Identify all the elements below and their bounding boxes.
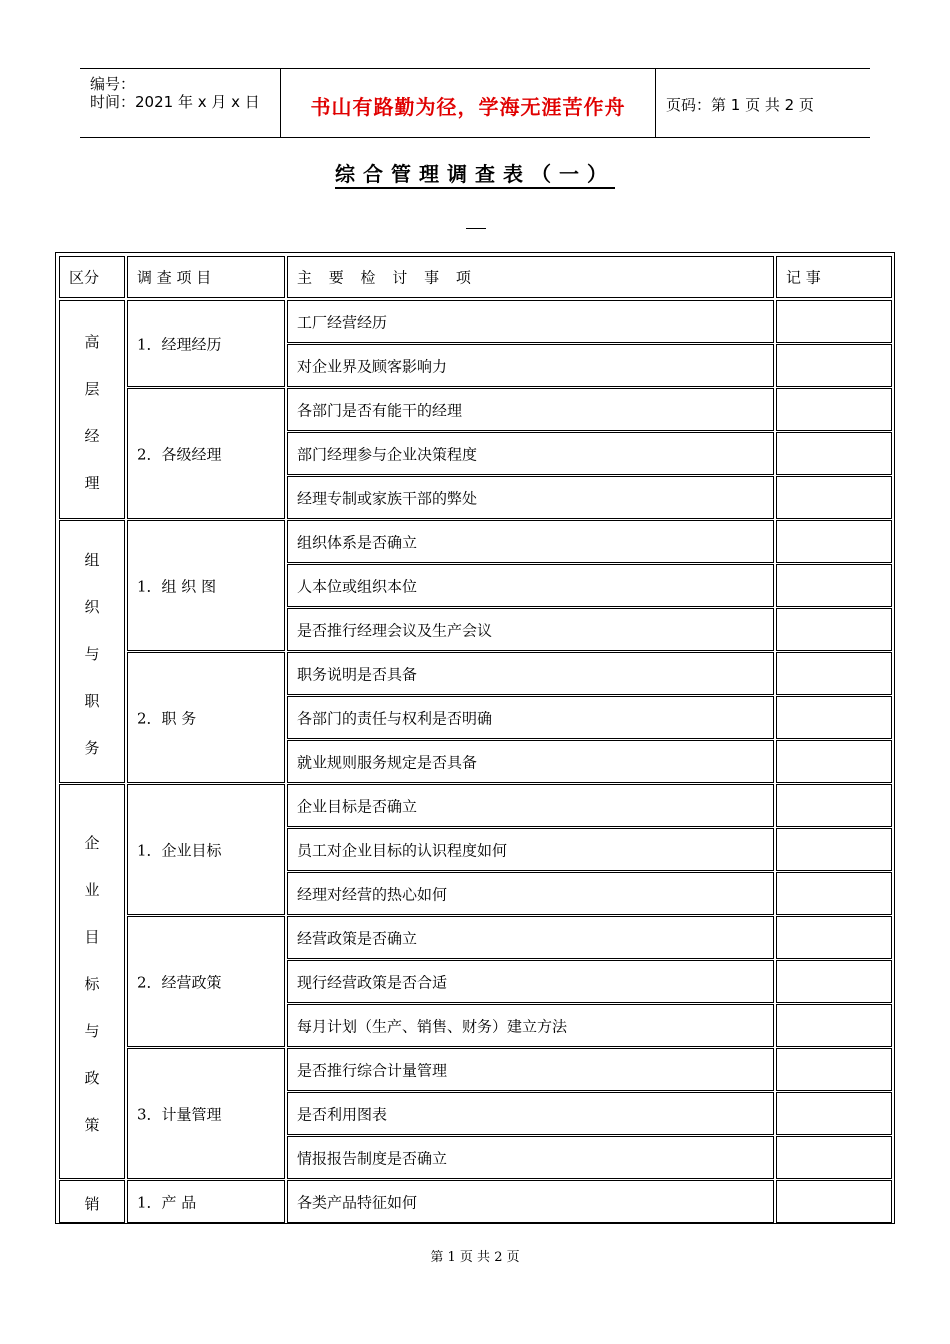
notes-cell [776,740,892,783]
section-label-char: 高 [84,332,100,351]
notes-cell [776,388,892,431]
notes-cell [776,520,892,563]
notes-cell [776,1136,892,1179]
review-point [287,784,774,827]
header-item [127,256,285,298]
review-point-text: 现行经营政策是否合适 [297,973,448,991]
review-point-text: 是否推行综合计量管理 [297,1061,448,1079]
header-points [287,256,774,298]
survey-item [127,1180,285,1223]
section-label-char: 务 [84,739,100,757]
notes-cell [776,344,892,387]
header-motto: 书山有路勤为径，学海无涯苦作舟 [310,95,626,119]
review-point [287,1136,774,1179]
review-point-text: 企业目标是否确立 [297,797,418,815]
section-label-cell [59,520,125,783]
review-point-text: 经理对经营的热心如何 [297,885,448,903]
survey-item [127,916,285,1047]
header-meta [80,69,280,137]
survey-item-text: 3．计量管理 [137,1105,222,1123]
notes-cell [776,1004,892,1047]
notes-cell [776,564,892,607]
survey-table [55,252,895,1224]
notes-cell [776,784,892,827]
survey-item [127,520,285,651]
header-motto-cell [280,69,656,137]
survey-item-text: 1．组 织 图 [137,577,217,595]
review-point [287,432,774,475]
section-label-char: 职 [84,692,100,710]
review-point-text: 经理专制或家族干部的弊处 [297,489,478,507]
review-point-text: 组织体系是否确立 [297,533,418,551]
section-label-cell [59,784,125,1179]
notes-cell [776,960,892,1003]
review-point-text: 工厂经营经历 [297,313,388,331]
review-point-text: 经营政策是否确立 [297,929,418,947]
section-label-char: 与 [84,1022,100,1040]
divider-dash [466,228,486,229]
review-point [287,652,774,695]
review-point-text: 各部门是否有能干的经理 [297,401,463,419]
section-label-char: 经 [84,426,100,445]
notes-cell [776,872,892,915]
review-point [287,960,774,1003]
review-point-text: 各部门的责任与权利是否明确 [297,709,493,727]
survey-item-text: 2．职 务 [137,709,197,727]
section-label-char: 层 [84,379,100,398]
review-point [287,564,774,607]
section-label-char: 组 [84,551,100,569]
notes-cell [776,432,892,475]
review-point [287,1180,774,1223]
review-point [287,608,774,651]
survey-item [127,388,285,519]
section-label-char: 理 [84,473,100,492]
review-point [287,696,774,739]
survey-item [127,784,285,915]
header-notes [776,256,892,298]
document-title: 综合管理调查表（一） [0,158,950,187]
section-label-cell [59,1180,125,1223]
review-point-text: 是否利用图表 [297,1105,388,1123]
review-point [287,344,774,387]
review-point-text: 职务说明是否具备 [297,665,418,683]
section-label-char: 业 [84,881,100,899]
survey-item [127,300,285,387]
survey-item-text: 1．企业目标 [137,841,222,859]
review-point [287,828,774,871]
review-point [287,476,774,519]
survey-item-text: 2．各级经理 [137,445,222,463]
notes-cell [776,1048,892,1091]
section-label-char: 目 [84,928,100,946]
section-label-char: 织 [84,598,100,616]
review-point [287,388,774,431]
page-footer: 第 1 页 共 2 页 [430,1250,520,1265]
header-category-text: 区分 [69,268,100,287]
notes-cell [776,608,892,651]
review-point-text: 部门经理参与企业决策程度 [297,445,478,463]
survey-item-text: 1．产 品 [137,1193,197,1211]
review-point-text: 员工对企业目标的认识程度如何 [297,841,508,859]
survey-item [127,652,285,783]
notes-cell [776,828,892,871]
review-point [287,1004,774,1047]
review-point [287,740,774,783]
header-points-text: 主 要 检 讨 事 项 [297,268,477,287]
document-number: 编号： [90,75,136,93]
notes-cell [776,1092,892,1135]
section-label-char: 企 [84,834,100,852]
section-label-char: 政 [84,1069,100,1087]
notes-cell [776,916,892,959]
header-page-number: 页码：第 1 页 共 2 页 [666,96,814,114]
review-point-text: 就业规则服务规定是否具备 [297,753,478,771]
review-point [287,1092,774,1135]
header-category [59,256,125,298]
document-date: 时间：2021 年 x 月 x 日 [90,93,260,111]
survey-item [127,1048,285,1179]
notes-cell [776,1180,892,1223]
review-point [287,916,774,959]
review-point-text: 人本位或组织本位 [297,577,418,595]
header-page-cell [656,69,870,137]
header-notes-text: 记 事 [786,268,821,287]
section-label-cell [59,300,125,519]
review-point [287,520,774,563]
header-item-text: 调 查 项 目 [137,268,212,287]
section-label-char: 标 [84,975,100,993]
section-label-char: 销 [84,1195,100,1213]
review-point [287,872,774,915]
review-point-text: 每月计划（生产、销售、财务）建立方法 [297,1017,568,1035]
notes-cell [776,476,892,519]
page-header [80,68,870,138]
review-point-text: 对企业界及顾客影响力 [297,357,448,375]
section-label-char: 策 [84,1116,100,1134]
review-point-text: 情报报告制度是否确立 [297,1149,448,1167]
notes-cell [776,652,892,695]
survey-item-text: 2．经营政策 [137,973,222,991]
review-point-text: 各类产品特征如何 [297,1193,418,1211]
survey-item-text: 1．经理经历 [137,335,222,353]
review-point-text: 是否推行经理会议及生产会议 [297,621,493,639]
notes-cell [776,696,892,739]
review-point [287,300,774,343]
review-point [287,1048,774,1091]
notes-cell [776,300,892,343]
section-label-char: 与 [84,645,100,663]
